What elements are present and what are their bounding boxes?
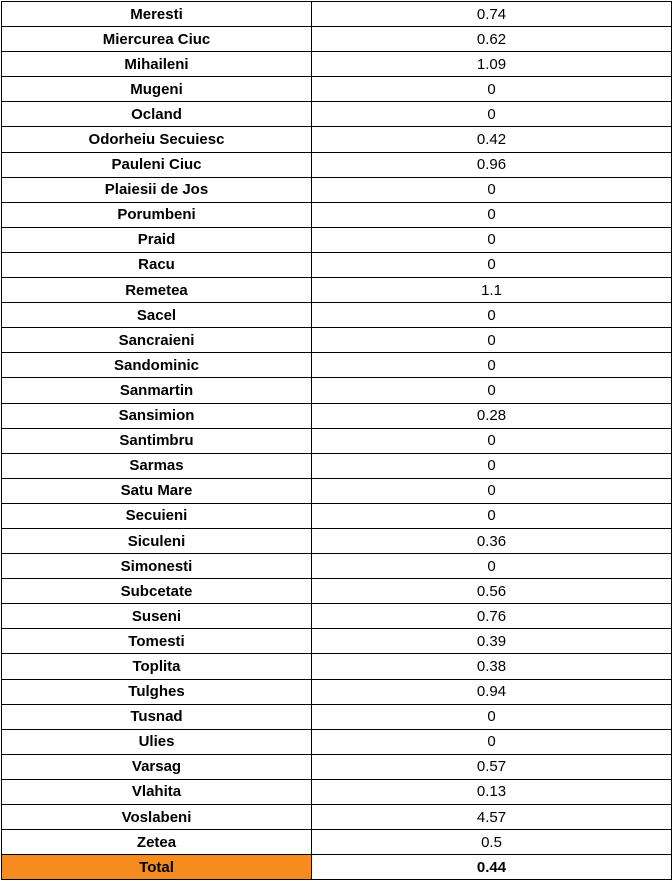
table-row xyxy=(2,830,672,855)
table-row xyxy=(2,779,672,804)
locality-name-cell: Remetea xyxy=(2,278,312,303)
locality-name-cell: Toplita xyxy=(2,654,312,679)
value-cell: 4.57 xyxy=(312,805,672,830)
data-table xyxy=(1,1,672,880)
value-cell: 0 xyxy=(312,353,672,378)
table-row xyxy=(2,805,672,830)
locality-name-cell: Mihaileni xyxy=(2,52,312,77)
table-row xyxy=(2,378,672,403)
value-cell: 0 xyxy=(312,202,672,227)
value-cell: 0 xyxy=(312,328,672,353)
table-body xyxy=(2,2,672,880)
locality-name-cell: Racu xyxy=(2,252,312,277)
locality-name-cell: Sancraieni xyxy=(2,328,312,353)
locality-name-cell: Ocland xyxy=(2,102,312,127)
locality-name-cell: Odorheiu Secuiesc xyxy=(2,127,312,152)
table-row xyxy=(2,177,672,202)
locality-name-cell: Tomesti xyxy=(2,629,312,654)
value-cell: 0.74 xyxy=(312,2,672,27)
table-row xyxy=(2,252,672,277)
locality-name-cell: Sandominic xyxy=(2,353,312,378)
locality-name-cell: Simonesti xyxy=(2,554,312,579)
locality-name-cell: Sansimion xyxy=(2,403,312,428)
locality-name-cell: Miercurea Ciuc xyxy=(2,27,312,52)
value-cell: 0.42 xyxy=(312,127,672,152)
value-cell: 0.13 xyxy=(312,779,672,804)
locality-name-cell: Sanmartin xyxy=(2,378,312,403)
value-cell: 0 xyxy=(312,77,672,102)
value-cell: 0.76 xyxy=(312,604,672,629)
locality-name-cell: Plaiesii de Jos xyxy=(2,177,312,202)
table-row xyxy=(2,428,672,453)
value-cell: 0 xyxy=(312,303,672,328)
table-row xyxy=(2,478,672,503)
table-row xyxy=(2,403,672,428)
table-row xyxy=(2,654,672,679)
locality-name-cell: Voslabeni xyxy=(2,805,312,830)
total-label-cell: Total xyxy=(2,855,312,880)
table-row xyxy=(2,152,672,177)
table-row xyxy=(2,453,672,478)
table-row xyxy=(2,604,672,629)
locality-name-cell: Praid xyxy=(2,227,312,252)
locality-name-cell: Sarmas xyxy=(2,453,312,478)
locality-name-cell: Sacel xyxy=(2,303,312,328)
value-cell: 1.09 xyxy=(312,52,672,77)
table-row xyxy=(2,227,672,252)
value-cell: 0 xyxy=(312,252,672,277)
value-cell: 0.56 xyxy=(312,579,672,604)
value-cell: 0 xyxy=(312,428,672,453)
locality-name-cell: Zetea xyxy=(2,830,312,855)
table-row xyxy=(2,328,672,353)
value-cell: 0 xyxy=(312,554,672,579)
locality-name-cell: Tusnad xyxy=(2,704,312,729)
table-row xyxy=(2,27,672,52)
value-cell: 0 xyxy=(312,378,672,403)
table-row xyxy=(2,202,672,227)
table-row xyxy=(2,102,672,127)
value-cell: 0.36 xyxy=(312,528,672,553)
value-cell: 0 xyxy=(312,177,672,202)
locality-name-cell: Ulies xyxy=(2,729,312,754)
value-cell: 0.38 xyxy=(312,654,672,679)
value-cell: 0.94 xyxy=(312,679,672,704)
value-cell: 0 xyxy=(312,704,672,729)
total-row xyxy=(2,855,672,880)
table-row xyxy=(2,729,672,754)
table-row xyxy=(2,503,672,528)
locality-name-cell: Subcetate xyxy=(2,579,312,604)
value-cell: 0.39 xyxy=(312,629,672,654)
locality-name-cell: Pauleni Ciuc xyxy=(2,152,312,177)
table-row xyxy=(2,679,672,704)
locality-name-cell: Varsag xyxy=(2,754,312,779)
locality-name-cell: Santimbru xyxy=(2,428,312,453)
value-cell: 0.5 xyxy=(312,830,672,855)
total-value-cell: 0.44 xyxy=(312,855,672,880)
table-row xyxy=(2,77,672,102)
table-row xyxy=(2,754,672,779)
table-row xyxy=(2,579,672,604)
value-cell: 0 xyxy=(312,503,672,528)
locality-name-cell: Secuieni xyxy=(2,503,312,528)
table-row xyxy=(2,528,672,553)
locality-name-cell: Mugeni xyxy=(2,77,312,102)
value-cell: 0 xyxy=(312,102,672,127)
locality-name-cell: Vlahita xyxy=(2,779,312,804)
locality-name-cell: Satu Mare xyxy=(2,478,312,503)
value-cell: 0 xyxy=(312,729,672,754)
locality-name-cell: Tulghes xyxy=(2,679,312,704)
value-cell: 0 xyxy=(312,453,672,478)
value-cell: 0.28 xyxy=(312,403,672,428)
locality-name-cell: Meresti xyxy=(2,2,312,27)
value-cell: 0.96 xyxy=(312,152,672,177)
table-row xyxy=(2,52,672,77)
table-row xyxy=(2,278,672,303)
table-row xyxy=(2,2,672,27)
table-row xyxy=(2,127,672,152)
locality-name-cell: Siculeni xyxy=(2,528,312,553)
locality-name-cell: Porumbeni xyxy=(2,202,312,227)
locality-name-cell: Suseni xyxy=(2,604,312,629)
table-row xyxy=(2,353,672,378)
value-cell: 1.1 xyxy=(312,278,672,303)
value-cell: 0 xyxy=(312,478,672,503)
table-row xyxy=(2,554,672,579)
value-cell: 0 xyxy=(312,227,672,252)
value-cell: 0.62 xyxy=(312,27,672,52)
table-row xyxy=(2,629,672,654)
table-row xyxy=(2,704,672,729)
value-cell: 0.57 xyxy=(312,754,672,779)
table-row xyxy=(2,303,672,328)
